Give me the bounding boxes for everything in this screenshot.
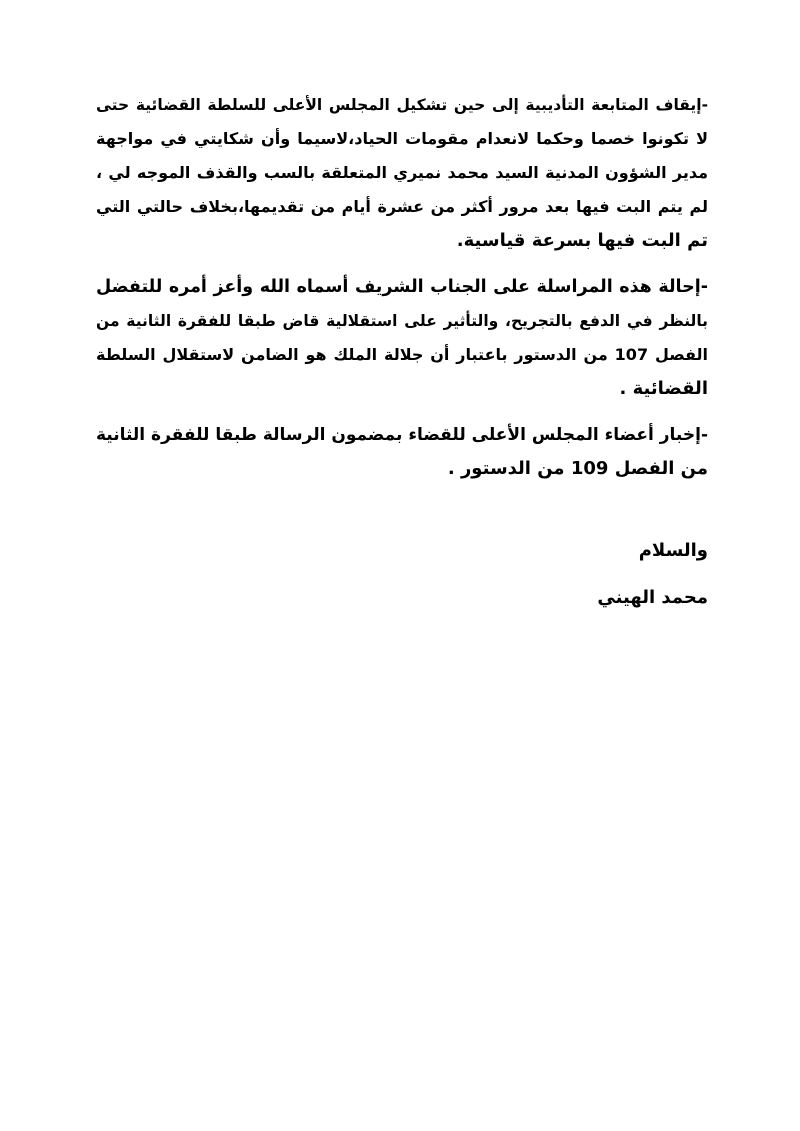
paragraph-line: لم يتم البت فيها بعد مرور أكثر من عشرة أيام من تقديمها،بخلاف حالتي التي [96, 197, 708, 216]
paragraph-line: مدير الشؤون المدنية السيد محمد نميري المتعلقة بالسب والقذف الموجه لي ، [96, 163, 708, 182]
paragraph-line: لا تكونوا خصما وحكما لانعدام مقومات الحياد،لاسيما وأن شكايتي في مواجهة [96, 129, 708, 148]
paragraph-line: تم البت فيها بسرعة قياسية. [456, 230, 708, 251]
document-body [96, 88, 708, 498]
paragraph-line: القضائية . [619, 378, 708, 399]
paragraph-suspend-disciplinary [96, 88, 708, 258]
paragraph-line: -إخبار أعضاء المجلس الأعلى للقضاء بمضمون الرسالة طبقا للفقرة الثانية [95, 425, 708, 445]
closing-salutation: والسلام [638, 540, 708, 561]
signature-name: محمد الهيني [597, 587, 708, 608]
paragraph-inform-council [96, 418, 708, 486]
paragraph-line: بالنظر في الدفع بالتجريح، والتأثير على استقلالية قاض طبقا للفقرة الثانية من [96, 312, 708, 330]
paragraph-line: من الفصل 109 من الدستور . [447, 458, 708, 479]
paragraph-line: -إيقاف المتابعة التأديبية إلى حين تشكيل المجلس الأعلى للسلطة القضائية حتى [96, 96, 708, 114]
paragraph-refer-correspondence [96, 270, 708, 406]
paragraph-line: الفصل 107 من الدستور باعتبار أن جلالة الملك هو الضامن لاستقلال السلطة [96, 345, 709, 364]
paragraph-line: -إحالة هذه المراسلة على الجناب الشريف أسماه الله وأعز أمره للتفضل [96, 277, 708, 297]
